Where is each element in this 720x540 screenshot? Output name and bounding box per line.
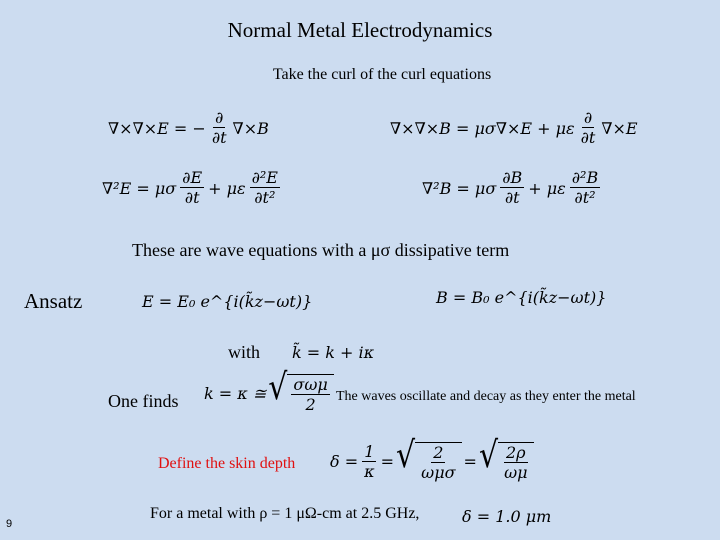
delta-den1: κ [364,461,375,481]
delta-sqrt-1 [396,434,462,482]
curl-e-rhs: ∇×B [232,118,269,138]
wave-equations-note: These are wave equations with a μσ dissipative term [132,240,510,260]
wave-e-num2: ∂²E [251,168,278,187]
delta-fraction-1 [362,441,377,481]
delta-eq2: = [463,452,477,471]
wave-e-first-derivative [180,170,204,206]
k-num: σωμ [293,375,328,394]
ansatz-b: B = B₀ e^{i(k̃z−ωt)} [436,288,607,307]
wave-e-den1: ∂t [184,188,200,207]
wave-b-num2: ∂²B [571,168,599,187]
curl-e-den: ∂t [211,128,227,147]
delta-den3: ωμ [504,463,528,482]
delta-num2: 2 [433,443,444,462]
ansatz-e: E = E₀ e^{i(k̃z−ωt)} [142,292,313,311]
wave-e-second-derivative [250,170,280,206]
skin-depth-label: Define the skin depth [158,455,296,472]
wave-e-lhs: ∇²E = μσ [102,178,177,198]
wave-b-den1: ∂t [504,188,520,207]
k-lhs: k = κ ≅ [204,384,267,403]
delta-sqrt-2 [478,434,534,482]
wave-b-den2: ∂t² [574,188,596,207]
slide-title: Normal Metal Electrodynamics [227,18,493,42]
k-den: 2 [305,395,316,414]
ansatz-label: Ansatz [24,289,83,313]
oscillate-note: The waves oscillate and decay as they enter the metal [336,389,636,404]
wave-e-equation [102,170,282,206]
curl-e-lhs: ∇×∇×E = − [108,118,206,138]
curl-b-derivative [579,110,598,146]
delta-eq: = [380,452,395,471]
wave-b-equation [422,170,602,206]
curl-b-num: ∂ [583,108,593,127]
sqrt-symbol-icon: √ [478,434,499,477]
curl-e-equation [108,110,269,146]
curl-b-equation [390,110,638,146]
delta-value: δ = 1.0 μm [462,507,552,526]
curl-b-rhs: ∇×E [601,118,638,138]
curl-b-den: ∂t [580,128,596,147]
delta-fraction-3 [502,445,529,481]
delta-fraction-2 [419,445,457,481]
wave-e-plus: + με [208,178,246,198]
delta-num1: 1 [364,441,375,461]
wave-b-first-derivative [500,170,524,206]
one-finds-label: One finds [108,391,179,411]
skin-depth-value [462,507,551,526]
delta-lhs: δ = [330,452,359,471]
delta-den2: ωμσ [421,463,456,482]
slide-subtitle: Take the curl of the curl equations [272,66,492,83]
wave-b-lhs: ∇²B = μσ [422,178,497,198]
k-solution-equation [204,366,334,414]
metal-example-text: For a metal with ρ = 1 μΩ-cm at 2.5 GHz, [150,505,420,522]
ansatz-e-equation [142,292,312,311]
ansatz-b-equation [436,288,606,307]
wave-b-num1: ∂B [502,168,523,187]
sqrt-symbol-icon: √ [396,434,416,477]
k-sqrt [268,366,334,414]
curl-e-num: ∂ [215,108,224,127]
wave-e-num1: ∂E [182,168,203,187]
wave-b-plus: + με [528,178,566,198]
k-tilde-equation [292,343,374,362]
k-fraction [291,377,329,413]
curl-e-derivative [210,110,229,146]
k-tilde: k̃ = k + iκ [292,343,375,362]
with-label: with [228,342,261,362]
curl-b-lhs: ∇×∇×B = μσ∇×E + με [390,118,575,138]
sqrt-symbol-icon: √ [268,366,288,409]
page-number: 9 [6,518,13,530]
wave-b-second-derivative [570,170,600,206]
skin-depth-equation [330,434,534,482]
wave-e-den2: ∂t² [254,188,276,207]
delta-num3: 2ρ [505,443,526,462]
